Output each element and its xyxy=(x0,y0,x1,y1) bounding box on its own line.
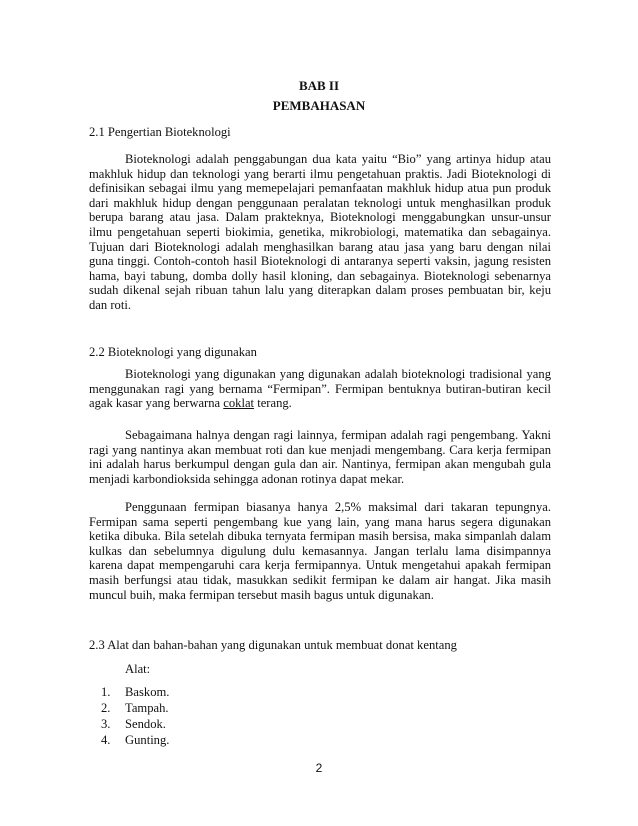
underlined-word: coklat xyxy=(223,396,255,411)
paragraph-fermipan-intro-end: terang. xyxy=(254,396,292,411)
paragraph-fermipan-usage: Penggunaan fermipan biasanya hanya 2,5% maksimal dari takaran tepungnya. Fermipan sama seperti pengembang kue yang lain, yang mana harus segera digunakan ketika dibuka. Bila setelah dibuka ternyata fermipan masih bersisa, maka simpanlah dalam kulkas dan sebelumnya digulung dulu kemasannya. Jangan terlalu lama disimpannya karena dapat mempengaruhi cara kerja fermipannya. Untuk mengetahui apakah fermipan masih berfungsi atau tidak, masukkan sedikit fermipan ke dalam air hangat. Jika masih muncul buih, maka fermipan tersebut masih bagus untuk digunakan. xyxy=(89,500,551,602)
paragraph-fermipan-intro-start: Bioteknologi yang digunakan yang digunakan adalah bioteknologi tradisional yang menggunakan ragi yang bernama “Fermipan”. Fermipan bentuknya butiran-butiran kecil agak kasar yang berwarna xyxy=(89,367,551,411)
list-item xyxy=(101,716,169,732)
section-title-2-1: 2.1 Pengertian Bioteknologi xyxy=(89,125,231,139)
list-item xyxy=(101,700,169,716)
chapter-heading: BAB II xyxy=(298,78,340,93)
section-title-2-3: 2.3 Alat dan bahan-bahan yang digunakan untuk membuat donat kentang xyxy=(89,638,457,652)
chapter-title: PEMBAHASAN xyxy=(272,98,366,113)
tools-list xyxy=(101,684,169,748)
list-item-label: Baskom. xyxy=(125,685,170,699)
list-item-label: Sendok. xyxy=(125,717,166,731)
paragraph-fermipan-intro xyxy=(89,367,551,411)
list-item-number: 1. xyxy=(101,685,111,699)
list-item-number: 4. xyxy=(101,733,111,747)
tools-label: Alat: xyxy=(125,662,151,676)
list-item-number: 2. xyxy=(101,701,111,715)
paragraph-fermipan-function: Sebagaimana halnya dengan ragi lainnya, fermipan adalah ragi pengembang. Yakni ragi yang nantinya akan membuat roti dan kue menjadi mengembang. Cara kerja fermipan ini adalah harus berkumpul dengan gula dan air. Nantinya, fermipan akan mengubah gula menjadi karbondioksida sehingga adonan rotinya dapat mekar. xyxy=(89,428,551,486)
page-number: 2 xyxy=(315,761,323,775)
list-item xyxy=(101,684,169,700)
section-title-2-2: 2.2 Bioteknologi yang digunakan xyxy=(89,345,257,359)
list-item-label: Tampah. xyxy=(125,701,169,715)
list-item xyxy=(101,732,169,748)
paragraph-definition: Bioteknologi adalah penggabungan dua kata yaitu “Bio” yang artinya hidup atau makhluk hidup dan teknologi yang berarti ilmu pengetahuan praktis. Jadi Bioteknologi di definisikan sebagai ilmu yang memepelajari pemanfaatan makhluk hidup atua pun produk dari makhluk hidup dengan penggunaan peralatan teknologi untuk menghasilkan produk berupa barang atau jasa. Dalam prakteknya, Bioteknologi menggabungkan unsur-unsur ilmu pengetahuan seperti biokimia, genetika, mikrobiologi, matematika dan sebagainya. Tujuan dari Bioteknologi adalah menghasilkan barang atau jasa yang baru dengan nilai guna tinggi. Contoh-contoh hasil Bioteknologi di antaranya seperti vaksin, jagung resisten hama, bayi tabung, domba dolly hasil kloning, dan sebagainya. Bioteknologi sebenarnya sudah dikenal sejah ribuan tahun lalu yang diterapkan dalam proses pembuatan bir, keju dan roti. xyxy=(89,152,551,312)
list-item-label: Gunting. xyxy=(125,733,170,747)
list-item-number: 3. xyxy=(101,717,111,731)
